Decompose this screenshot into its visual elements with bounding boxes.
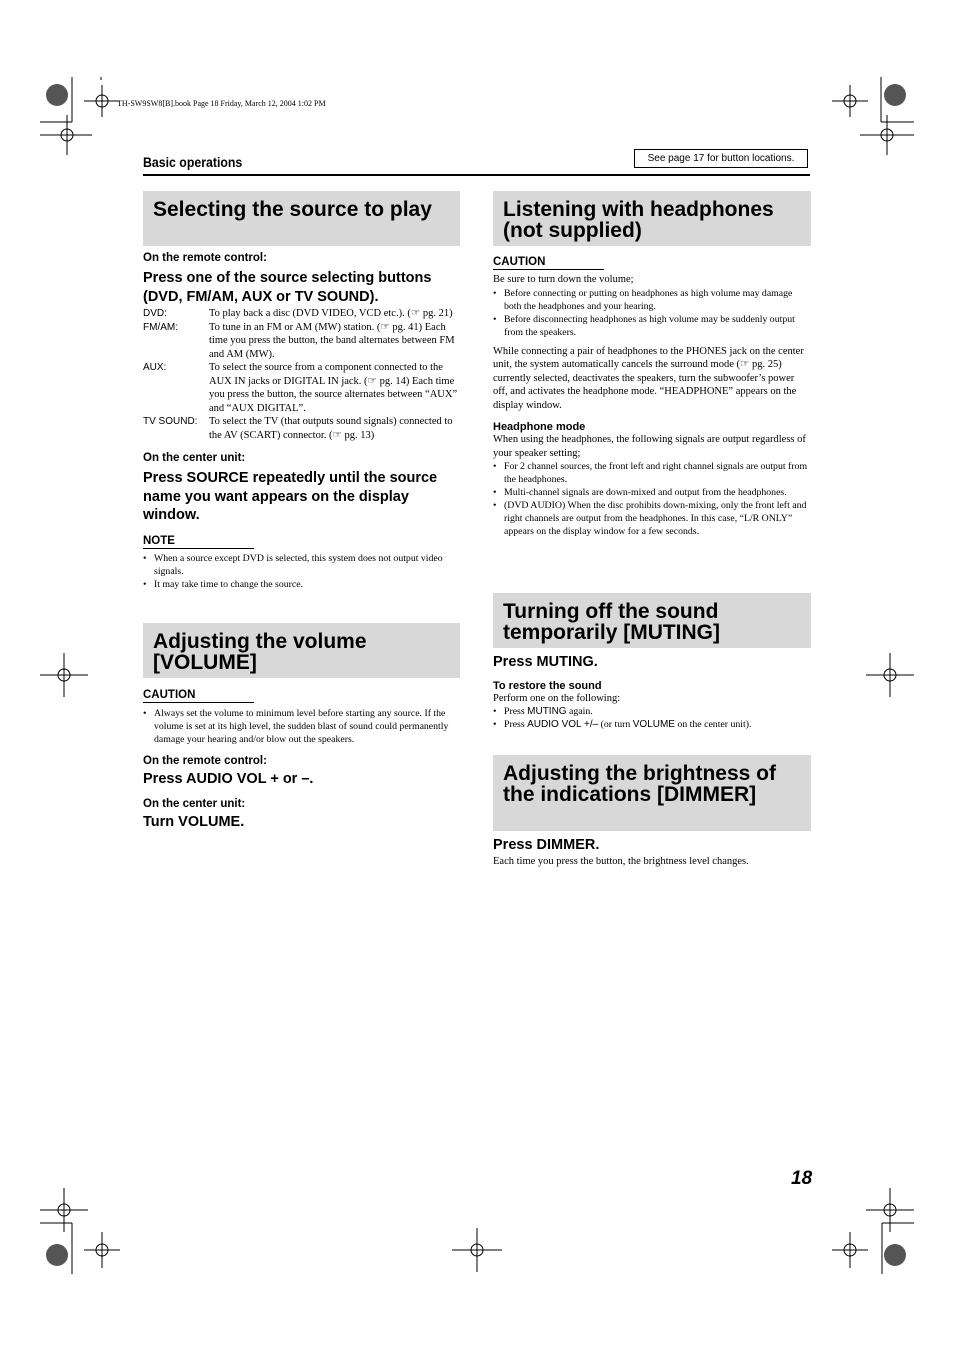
button-name: MUTING [527, 706, 567, 717]
list-item: • It may take time to change the source. [143, 578, 461, 591]
text: Press [504, 719, 528, 730]
headphone-mode-intro: When using the headphones, the following signals are output regardless of your speaker setting; [493, 434, 806, 459]
volume-body [143, 688, 461, 831]
button-name: VOLUME [632, 719, 675, 730]
section-title-volume: Adjusting the volume [VOLUME] [143, 623, 460, 678]
list-item: • (DVD AUDIO) When the disc prohibits down-mixing, only the front left and right channels are output from the headphones. In this case, “L/R ONLY” appears on the display window for a few seconds. [493, 499, 811, 538]
term-desc: To tune in an FM or AM (MW) station. (☞ pg. 41) Each time you press the button, the band alternates between FM and AM (MW). [209, 321, 455, 360]
on-remote-label: On the remote control: [143, 252, 267, 264]
see-page-box: See page 17 for button locations. [634, 149, 808, 168]
caution-intro: Be sure to turn down the volume; [493, 274, 634, 285]
button-name: AUDIO VOL +/– [527, 719, 599, 730]
muting-instruction: Press MUTING. [493, 654, 598, 670]
list-item [143, 361, 461, 415]
selecting-source-body [143, 252, 461, 591]
section-title-headphones: Listening with headphones (not supplied) [493, 191, 811, 246]
note-list [143, 552, 461, 591]
list-item [143, 321, 461, 362]
section-title-dimmer: Adjusting the brightness of the indications [DIMMER] [493, 755, 811, 831]
section-title-muting: Turning off the sound temporarily [MUTING] [493, 593, 811, 648]
remote-instruction: Press one of the source selecting buttons (DVD, FM/AM, AUX or TV SOUND). [143, 270, 432, 305]
center-instruction: Turn VOLUME. [143, 813, 245, 830]
term-label: TV SOUND: [143, 416, 198, 427]
list-item [143, 307, 461, 321]
dimmer-description: Each time you press the button, the brightness level changes. [493, 855, 749, 867]
list-item [493, 718, 811, 731]
list-item: • Always set the volume to minimum level before starting any source. If the volume is set at its high level, the sudden blast of sound could permanently damage your hearing and/or blow out the speakers. [143, 707, 461, 746]
headphones-body [493, 255, 811, 538]
text: on the center unit). [674, 719, 752, 730]
page-number: 18 [791, 1168, 813, 1189]
term-label: FM/AM: [143, 321, 178, 333]
term-desc: To select the source from a component connected to the AUX IN jacks or DIGITAL IN jack. (☞ pg. 14) Each time you press the button, the source alternates between “AUX” and “AUX DIGITAL”. [209, 362, 458, 414]
restore-list [493, 705, 811, 731]
print-info: TH-SW9SW8[B].book Page 18 Friday, March 12, 2004 1:02 PM [117, 99, 326, 108]
section-title-selecting-source: Selecting the source to play [143, 191, 460, 246]
headphones-paragraph: While connecting a pair of headphones to the PHONES jack on the center unit, the system automatically cancels the surround mode (☞ pg. 25) currently selected, deactivates the speakers, turn the subwoofer’s power off, and activates the headphone mode. “HEADPHONE” appears on the display window. [493, 345, 804, 411]
caution-list [143, 707, 461, 746]
note-heading: NOTE [143, 534, 254, 549]
source-list [143, 307, 461, 442]
text: (or turn [598, 719, 633, 730]
restore-intro: Perform one on the following: [493, 692, 621, 704]
list-item: • Before disconnecting headphones as high volume may be suddenly output from the speakers. [493, 313, 811, 339]
muting-body [493, 653, 811, 731]
headphone-mode-heading: Headphone mode [493, 421, 586, 433]
list-item: • For 2 channel sources, the front left and right channel signals are output from the headphones. [493, 460, 811, 486]
remote-instruction: Press AUDIO VOL + or –. [143, 771, 314, 787]
list-item: • Before connecting or putting on headphones as high volume may damage both the headphones and your hearing. [493, 287, 811, 313]
restore-heading: To restore the sound [493, 679, 602, 692]
term-desc: To select the TV (that outputs sound signals) connected to the AV (SCART) connector. (☞ pg. 13) [209, 416, 453, 441]
term-desc: To play back a disc (DVD VIDEO, VCD etc.). (☞ pg. 21) [209, 308, 453, 319]
term-label: AUX: [143, 362, 167, 373]
on-center-label: On the center unit: [143, 797, 246, 810]
list-item [143, 415, 461, 442]
center-instruction: Press SOURCE repeatedly until the source name you want appears on the display window. [143, 470, 438, 523]
term-label: DVD: [143, 308, 167, 319]
text: again. [566, 706, 593, 717]
dimmer-instruction: Press DIMMER. [493, 837, 600, 853]
on-remote-label: On the remote control: [143, 755, 267, 767]
caution-heading: CAUTION [143, 688, 254, 703]
section-label: Basic operations [143, 154, 243, 170]
header-rule [143, 174, 810, 176]
list-item: • When a source except DVD is selected, this system does not output video signals. [143, 552, 461, 578]
caution-list [493, 287, 811, 339]
dimmer-body [493, 836, 811, 868]
list-item: • Multi-channel signals are down-mixed and output from the headphones. [493, 486, 811, 499]
headphone-mode-list [493, 460, 811, 538]
on-center-label: On the center unit: [143, 452, 246, 464]
caution-heading: CAUTION [493, 255, 604, 270]
text: Press [504, 706, 528, 717]
list-item [493, 705, 811, 718]
